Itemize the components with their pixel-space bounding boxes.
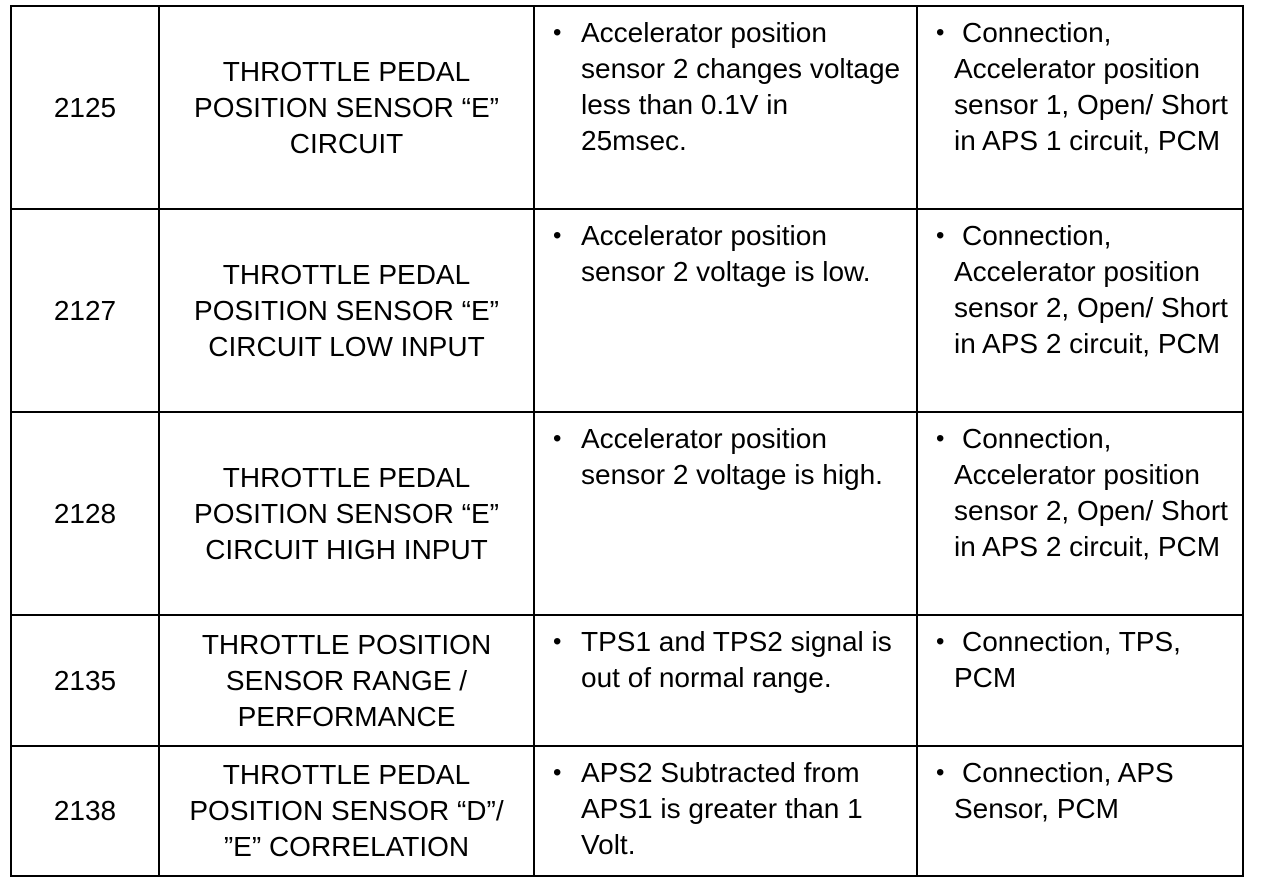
dtc-description-cell — [159, 746, 534, 876]
bullet-icon: • — [553, 222, 562, 249]
bullet-icon: • — [936, 425, 945, 452]
table-row — [11, 412, 1243, 615]
detecting-condition: Accelerator position sensor 2 voltage is high. — [581, 423, 883, 490]
dtc-description: THROTTLE PEDAL POSITION SENSOR “E” CIRCUIT LOW INPUT — [194, 258, 499, 362]
dtc-code: 2125 — [11, 6, 159, 209]
check-items: Connection, APS Sensor, PCM — [954, 757, 1174, 824]
detecting-condition: APS2 Subtracted from APS1 is greater than 1 Volt. — [581, 757, 863, 860]
dtc-code: 2128 — [11, 412, 159, 615]
check-items-cell — [917, 746, 1243, 876]
detecting-condition-cell — [534, 209, 917, 412]
check-bullet-item — [918, 747, 1242, 827]
dtc-code: 2135 — [11, 615, 159, 746]
check-items: Connection, Accelerator position sensor 1, Open/ Short in APS 1 circuit, PCM — [954, 17, 1228, 156]
detecting-condition: Accelerator position sensor 2 changes voltage less than 0.1V in 25msec. — [581, 17, 901, 156]
dtc-description: THROTTLE PEDAL POSITION SENSOR “E” CIRCUIT — [194, 55, 499, 159]
check-items: Connection, Accelerator position sensor 2, Open/ Short in APS 2 circuit, PCM — [954, 423, 1228, 562]
check-items-cell — [917, 6, 1243, 209]
condition-bullet-item — [535, 7, 916, 159]
bullet-icon: • — [936, 19, 945, 46]
condition-bullet-item — [535, 210, 916, 290]
bullet-icon: • — [553, 759, 562, 786]
bullet-icon: • — [936, 222, 945, 249]
bullet-icon: • — [553, 19, 562, 46]
detecting-condition-cell — [534, 6, 917, 209]
bullet-icon: • — [936, 759, 945, 786]
condition-bullet-item — [535, 413, 916, 493]
condition-bullet-item — [535, 747, 916, 863]
dtc-table — [10, 5, 1244, 877]
table-row — [11, 615, 1243, 746]
dtc-description: THROTTLE PEDAL POSITION SENSOR “D”/ ”E” CORRELATION — [189, 759, 504, 862]
dtc-description-cell — [159, 209, 534, 412]
dtc-code: 2127 — [11, 209, 159, 412]
table-row — [11, 6, 1243, 209]
detecting-condition-cell — [534, 746, 917, 876]
check-items: Connection, TPS, PCM — [954, 626, 1181, 693]
bullet-icon: • — [553, 628, 562, 655]
dtc-description-cell — [159, 412, 534, 615]
dtc-description-cell — [159, 6, 534, 209]
dtc-description: THROTTLE PEDAL POSITION SENSOR “E” CIRCUIT HIGH INPUT — [194, 461, 499, 565]
bullet-icon: • — [553, 425, 562, 452]
dtc-description-cell — [159, 615, 534, 746]
detecting-condition-cell — [534, 615, 917, 746]
detecting-condition: TPS1 and TPS2 signal is out of normal range. — [581, 626, 892, 693]
detecting-condition: Accelerator position sensor 2 voltage is low. — [581, 220, 871, 287]
check-items-cell — [917, 209, 1243, 412]
table-row — [11, 746, 1243, 876]
table-row — [11, 209, 1243, 412]
dtc-description: THROTTLE POSITION SENSOR RANGE / PERFORMANCE — [201, 628, 492, 732]
check-bullet-item — [918, 210, 1242, 362]
check-bullet-item — [918, 7, 1242, 159]
detecting-condition-cell — [534, 412, 917, 615]
dtc-code: 2138 — [11, 746, 159, 876]
bullet-icon: • — [936, 628, 945, 655]
check-bullet-item — [918, 616, 1242, 696]
condition-bullet-item — [535, 616, 916, 696]
check-items-cell — [917, 412, 1243, 615]
check-items-cell — [917, 615, 1243, 746]
check-bullet-item — [918, 413, 1242, 565]
check-items: Connection, Accelerator position sensor 2, Open/ Short in APS 2 circuit, PCM — [954, 220, 1228, 359]
